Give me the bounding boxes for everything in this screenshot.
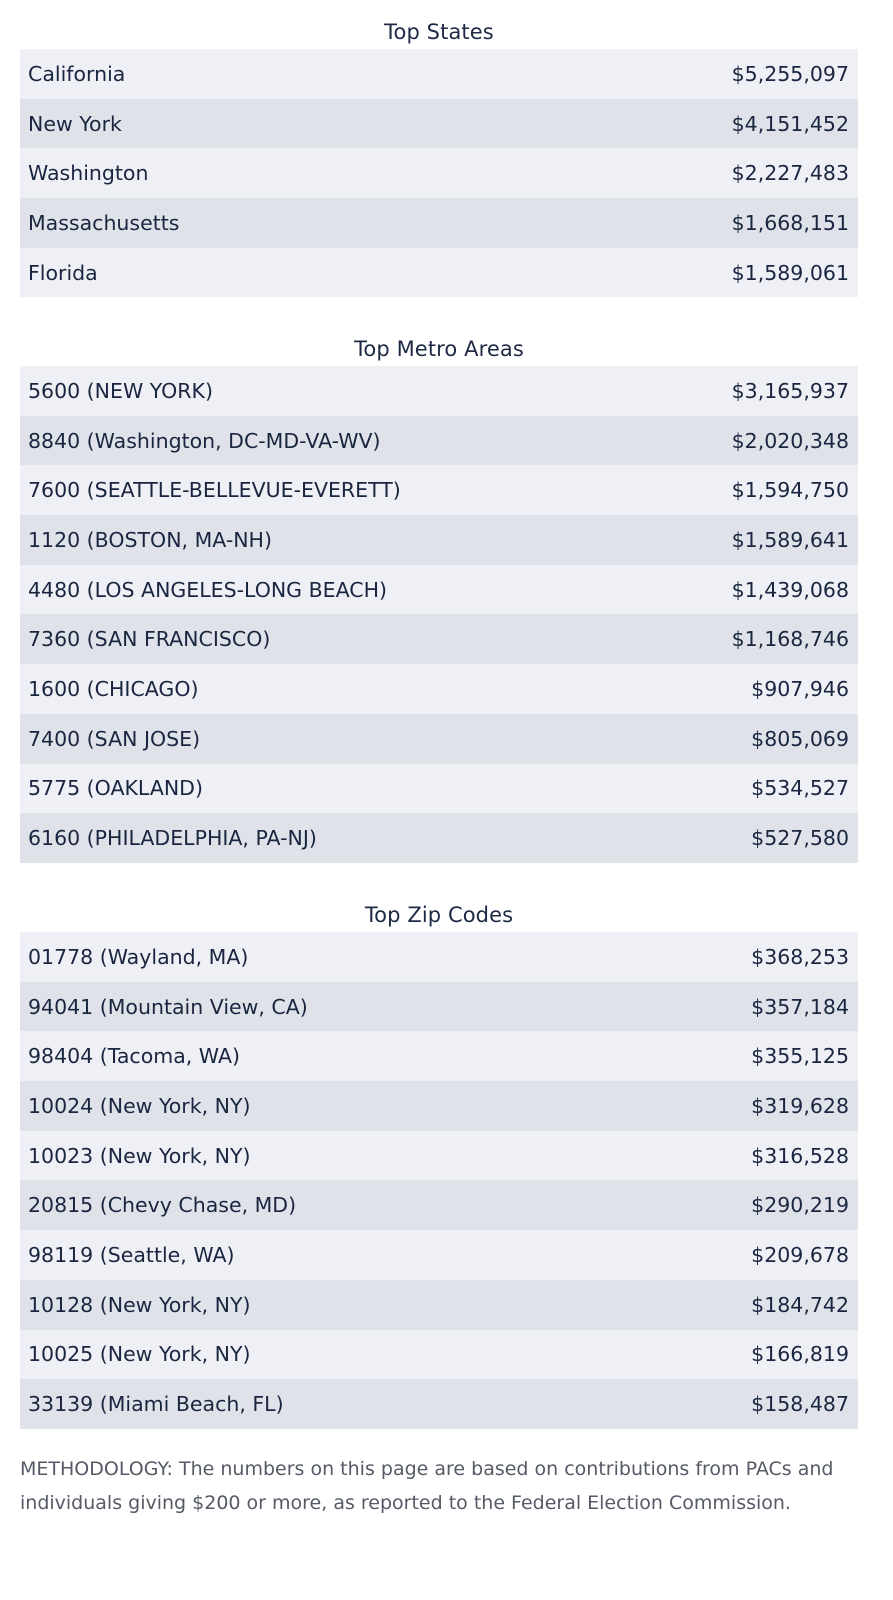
row-name: 7600 (SEATTLE-BELLEVUE-EVERETT)	[28, 478, 401, 503]
table-row	[20, 1031, 858, 1081]
row-amount: $2,227,483	[731, 161, 849, 186]
table-row	[20, 1330, 858, 1380]
table-row	[20, 416, 858, 466]
row-amount: $319,628	[751, 1093, 849, 1118]
table-row	[20, 1131, 858, 1181]
row-name: 01778 (Wayland, MA)	[28, 944, 249, 969]
row-name: 98404 (Tacoma, WA)	[28, 1044, 240, 1069]
table-row	[20, 565, 858, 615]
row-amount: $534,527	[751, 776, 849, 801]
table-row	[20, 1280, 858, 1330]
row-name: 7400 (SAN JOSE)	[28, 726, 201, 751]
row-amount: $907,946	[751, 676, 849, 701]
top-states-section	[20, 15, 858, 297]
row-amount: $5,255,097	[731, 61, 849, 86]
row-amount: $2,020,348	[731, 428, 849, 453]
table-row	[20, 714, 858, 764]
row-amount: $357,184	[751, 994, 849, 1019]
row-amount: $805,069	[751, 726, 849, 751]
row-name: Washington	[28, 161, 149, 186]
methodology-note: METHODOLOGY: The numbers on this page are based on contributions from PACs and individuals giving $200 or more, as reported to the Federal Election Commission.	[20, 1458, 834, 1514]
row-amount: $1,594,750	[731, 478, 849, 503]
row-amount: $1,168,746	[731, 627, 849, 652]
table-row	[20, 148, 858, 198]
row-amount: $166,819	[751, 1342, 849, 1367]
top-zip-codes-section	[20, 898, 858, 1429]
table-row	[20, 99, 858, 149]
row-name: 8840 (Washington, DC-MD-VA-WV)	[28, 428, 381, 453]
row-amount: $355,125	[751, 1044, 849, 1069]
row-name: 5600 (NEW YORK)	[28, 378, 213, 403]
row-amount: $1,589,641	[731, 527, 849, 552]
row-name: 1600 (CHICAGO)	[28, 676, 199, 701]
row-name: 94041 (Mountain View, CA)	[28, 994, 308, 1019]
row-amount: $1,668,151	[731, 210, 849, 235]
row-amount: $209,678	[751, 1242, 849, 1267]
table-row	[20, 614, 858, 664]
row-amount: $316,528	[751, 1143, 849, 1168]
row-name: New York	[28, 111, 122, 136]
table-row	[20, 764, 858, 814]
table-row	[20, 813, 858, 863]
row-amount: $368,253	[751, 944, 849, 969]
table-row	[20, 1180, 858, 1230]
top-states-table	[20, 49, 858, 297]
row-amount: $158,487	[751, 1392, 849, 1417]
table-row	[20, 366, 858, 416]
section-title: Top States	[384, 20, 494, 44]
table-row	[20, 1230, 858, 1280]
table-row	[20, 465, 858, 515]
section-title: Top Zip Codes	[364, 903, 514, 927]
row-name: California	[28, 61, 126, 86]
row-name: 10025 (New York, NY)	[28, 1342, 251, 1367]
row-amount: $184,742	[751, 1292, 849, 1317]
row-name: 10128 (New York, NY)	[28, 1292, 251, 1317]
row-amount: $1,589,061	[731, 260, 849, 285]
top-zip-codes-table	[20, 932, 858, 1429]
row-name: 7360 (SAN FRANCISCO)	[28, 627, 271, 652]
table-row	[20, 248, 858, 298]
table-row	[20, 982, 858, 1032]
row-amount: $1,439,068	[731, 577, 849, 602]
row-name: 6160 (PHILADELPHIA, PA-NJ)	[28, 826, 317, 851]
top-metro-areas-table	[20, 366, 858, 863]
table-row	[20, 49, 858, 99]
row-amount: $3,165,937	[731, 378, 849, 403]
row-name: 4480 (LOS ANGELES-LONG BEACH)	[28, 577, 387, 602]
row-name: 10023 (New York, NY)	[28, 1143, 251, 1168]
row-name: 20815 (Chevy Chase, MD)	[28, 1193, 297, 1218]
row-name: 98119 (Seattle, WA)	[28, 1242, 235, 1267]
row-amount: $290,219	[751, 1193, 849, 1218]
top-metro-areas-section	[20, 332, 858, 863]
row-name: Massachusetts	[28, 210, 180, 235]
row-name: 10024 (New York, NY)	[28, 1093, 251, 1118]
table-row	[20, 932, 858, 982]
row-name: 5775 (OAKLAND)	[28, 776, 203, 801]
table-row	[20, 1081, 858, 1131]
row-amount: $527,580	[751, 826, 849, 851]
table-row	[20, 664, 858, 714]
row-amount: $4,151,452	[731, 111, 849, 136]
table-row	[20, 1379, 858, 1429]
row-name: 33139 (Miami Beach, FL)	[28, 1392, 284, 1417]
table-row	[20, 198, 858, 248]
row-name: Florida	[28, 260, 98, 285]
table-row	[20, 515, 858, 565]
row-name: 1120 (BOSTON, MA-NH)	[28, 527, 272, 552]
section-title: Top Metro Areas	[354, 337, 524, 361]
